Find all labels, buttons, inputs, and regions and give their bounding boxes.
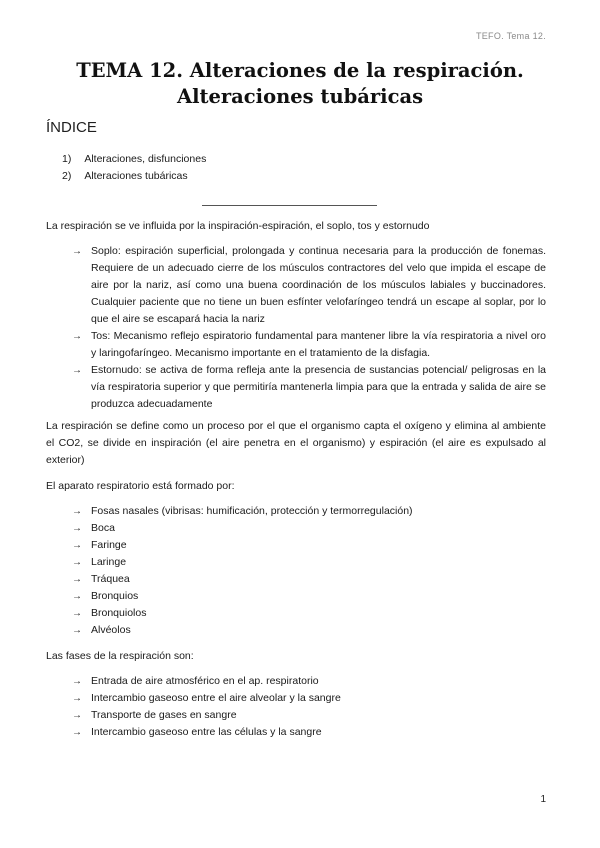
arrow-right-icon: →	[72, 246, 82, 257]
list-item-text: Tráquea	[91, 573, 130, 585]
arrow-right-icon: →	[72, 574, 82, 585]
index-item-label: Alteraciones tubáricas	[84, 170, 188, 182]
arrow-right-icon: →	[72, 608, 82, 619]
definition-paragraph: La respiración se define como un proceso por el que el organismo capta el oxígeno y elimina al ambiente el CO2, se divide en inspiración (el aire penetra en el organismo) y espiración (el aire es expulsado al exterior)	[46, 420, 546, 466]
list-item-text: Transporte de gases en sangre	[91, 709, 237, 721]
intro-paragraph: La respiración se ve influida por la inspiración-espiración, el soplo, tos y estornudo	[46, 220, 430, 232]
arrow-right-icon: →	[72, 591, 82, 602]
list-item	[72, 588, 546, 605]
list-item	[72, 622, 546, 639]
arrow-right-icon: →	[72, 365, 82, 376]
list-item	[72, 362, 546, 413]
arrow-right-icon: →	[72, 676, 82, 687]
list-item	[72, 690, 546, 707]
arrow-right-icon: →	[72, 625, 82, 636]
list-item	[72, 605, 546, 622]
apparatus-list	[72, 503, 546, 639]
index-list	[62, 151, 206, 185]
list-item	[72, 724, 546, 741]
list-item	[72, 673, 546, 690]
page-number: 1	[540, 794, 546, 805]
index-heading: ÍNDICE	[46, 119, 97, 136]
list-item-text: Faringe	[91, 539, 127, 551]
phases-intro: Las fases de la respiración son:	[46, 650, 194, 662]
list-item	[72, 243, 546, 328]
page-title	[40, 58, 560, 110]
list-item	[72, 328, 546, 362]
list-item	[72, 537, 546, 554]
list-item-text: Bronquios	[91, 590, 139, 602]
list-item-text: Boca	[91, 522, 115, 534]
list-item	[72, 707, 546, 724]
index-item-label: Alteraciones, disfunciones	[84, 153, 207, 165]
title-line-1: TEMA 12. Alteraciones de la respiración.	[76, 59, 524, 82]
arrow-right-icon: →	[72, 331, 82, 342]
list-item-text: Intercambio gaseoso entre las células y la sangre	[91, 726, 322, 738]
index-item-number: 2)	[62, 170, 72, 182]
list-item-text: Tos: Mecanismo reflejo espiratorio fundamental para mantener libre la vía respiratoria a nivel oro y laringofaríngeo. Mecanismo importante en el tratamiento de la disfagia.	[91, 330, 546, 359]
arrow-right-icon: →	[72, 710, 82, 721]
list-item-text: Alvéolos	[91, 624, 131, 636]
respiration-factors-list	[72, 243, 546, 413]
title-line-2: Alteraciones tubáricas	[176, 85, 424, 108]
index-item-number: 1)	[62, 153, 72, 165]
arrow-right-icon: →	[72, 540, 82, 551]
phases-list	[72, 673, 546, 741]
section-divider	[202, 205, 377, 206]
running-header: TEFO. Tema 12.	[475, 31, 546, 41]
arrow-right-icon: →	[72, 727, 82, 738]
list-item-text: Soplo: espiración superficial, prolongada y continua necesaria para la producción de fonemas. Requiere de un adecuado cierre de los músculos contractores del velo que impida el escape de aire por la nariz, así como una buena coordinación de los músculos labiales y buccinadores. Cualquier paciente que no tiene un buen esfínter velofaríngeo tendrá un escape al soplar, por lo que el aire se escapará hacia la nariz	[91, 245, 546, 325]
index-item	[62, 168, 206, 185]
index-item	[62, 151, 206, 168]
list-item	[72, 520, 546, 537]
list-item	[72, 503, 546, 520]
list-item	[72, 571, 546, 588]
list-item-text: Laringe	[91, 556, 127, 568]
list-item-text: Fosas nasales (vibrisas: humificación, protección y termorregulación)	[91, 505, 413, 517]
arrow-right-icon: →	[72, 693, 82, 704]
list-item-text: Estornudo: se activa de forma refleja ante la presencia de sustancias potencial/ peligrosas en la vía respiratoria superior y que permitiría mantenerla limpia para que la entrada y salida de aire se produzca adecuadamente	[91, 364, 546, 410]
arrow-right-icon: →	[72, 523, 82, 534]
list-item-text: Entrada de aire atmosférico en el ap. respiratorio	[91, 675, 319, 687]
list-item-text: Intercambio gaseoso entre el aire alveolar y la sangre	[91, 692, 341, 704]
arrow-right-icon: →	[72, 557, 82, 568]
list-item-text: Bronquiolos	[91, 607, 147, 619]
list-item	[72, 554, 546, 571]
arrow-right-icon: →	[72, 506, 82, 517]
apparatus-intro: El aparato respiratorio está formado por:	[46, 480, 235, 492]
